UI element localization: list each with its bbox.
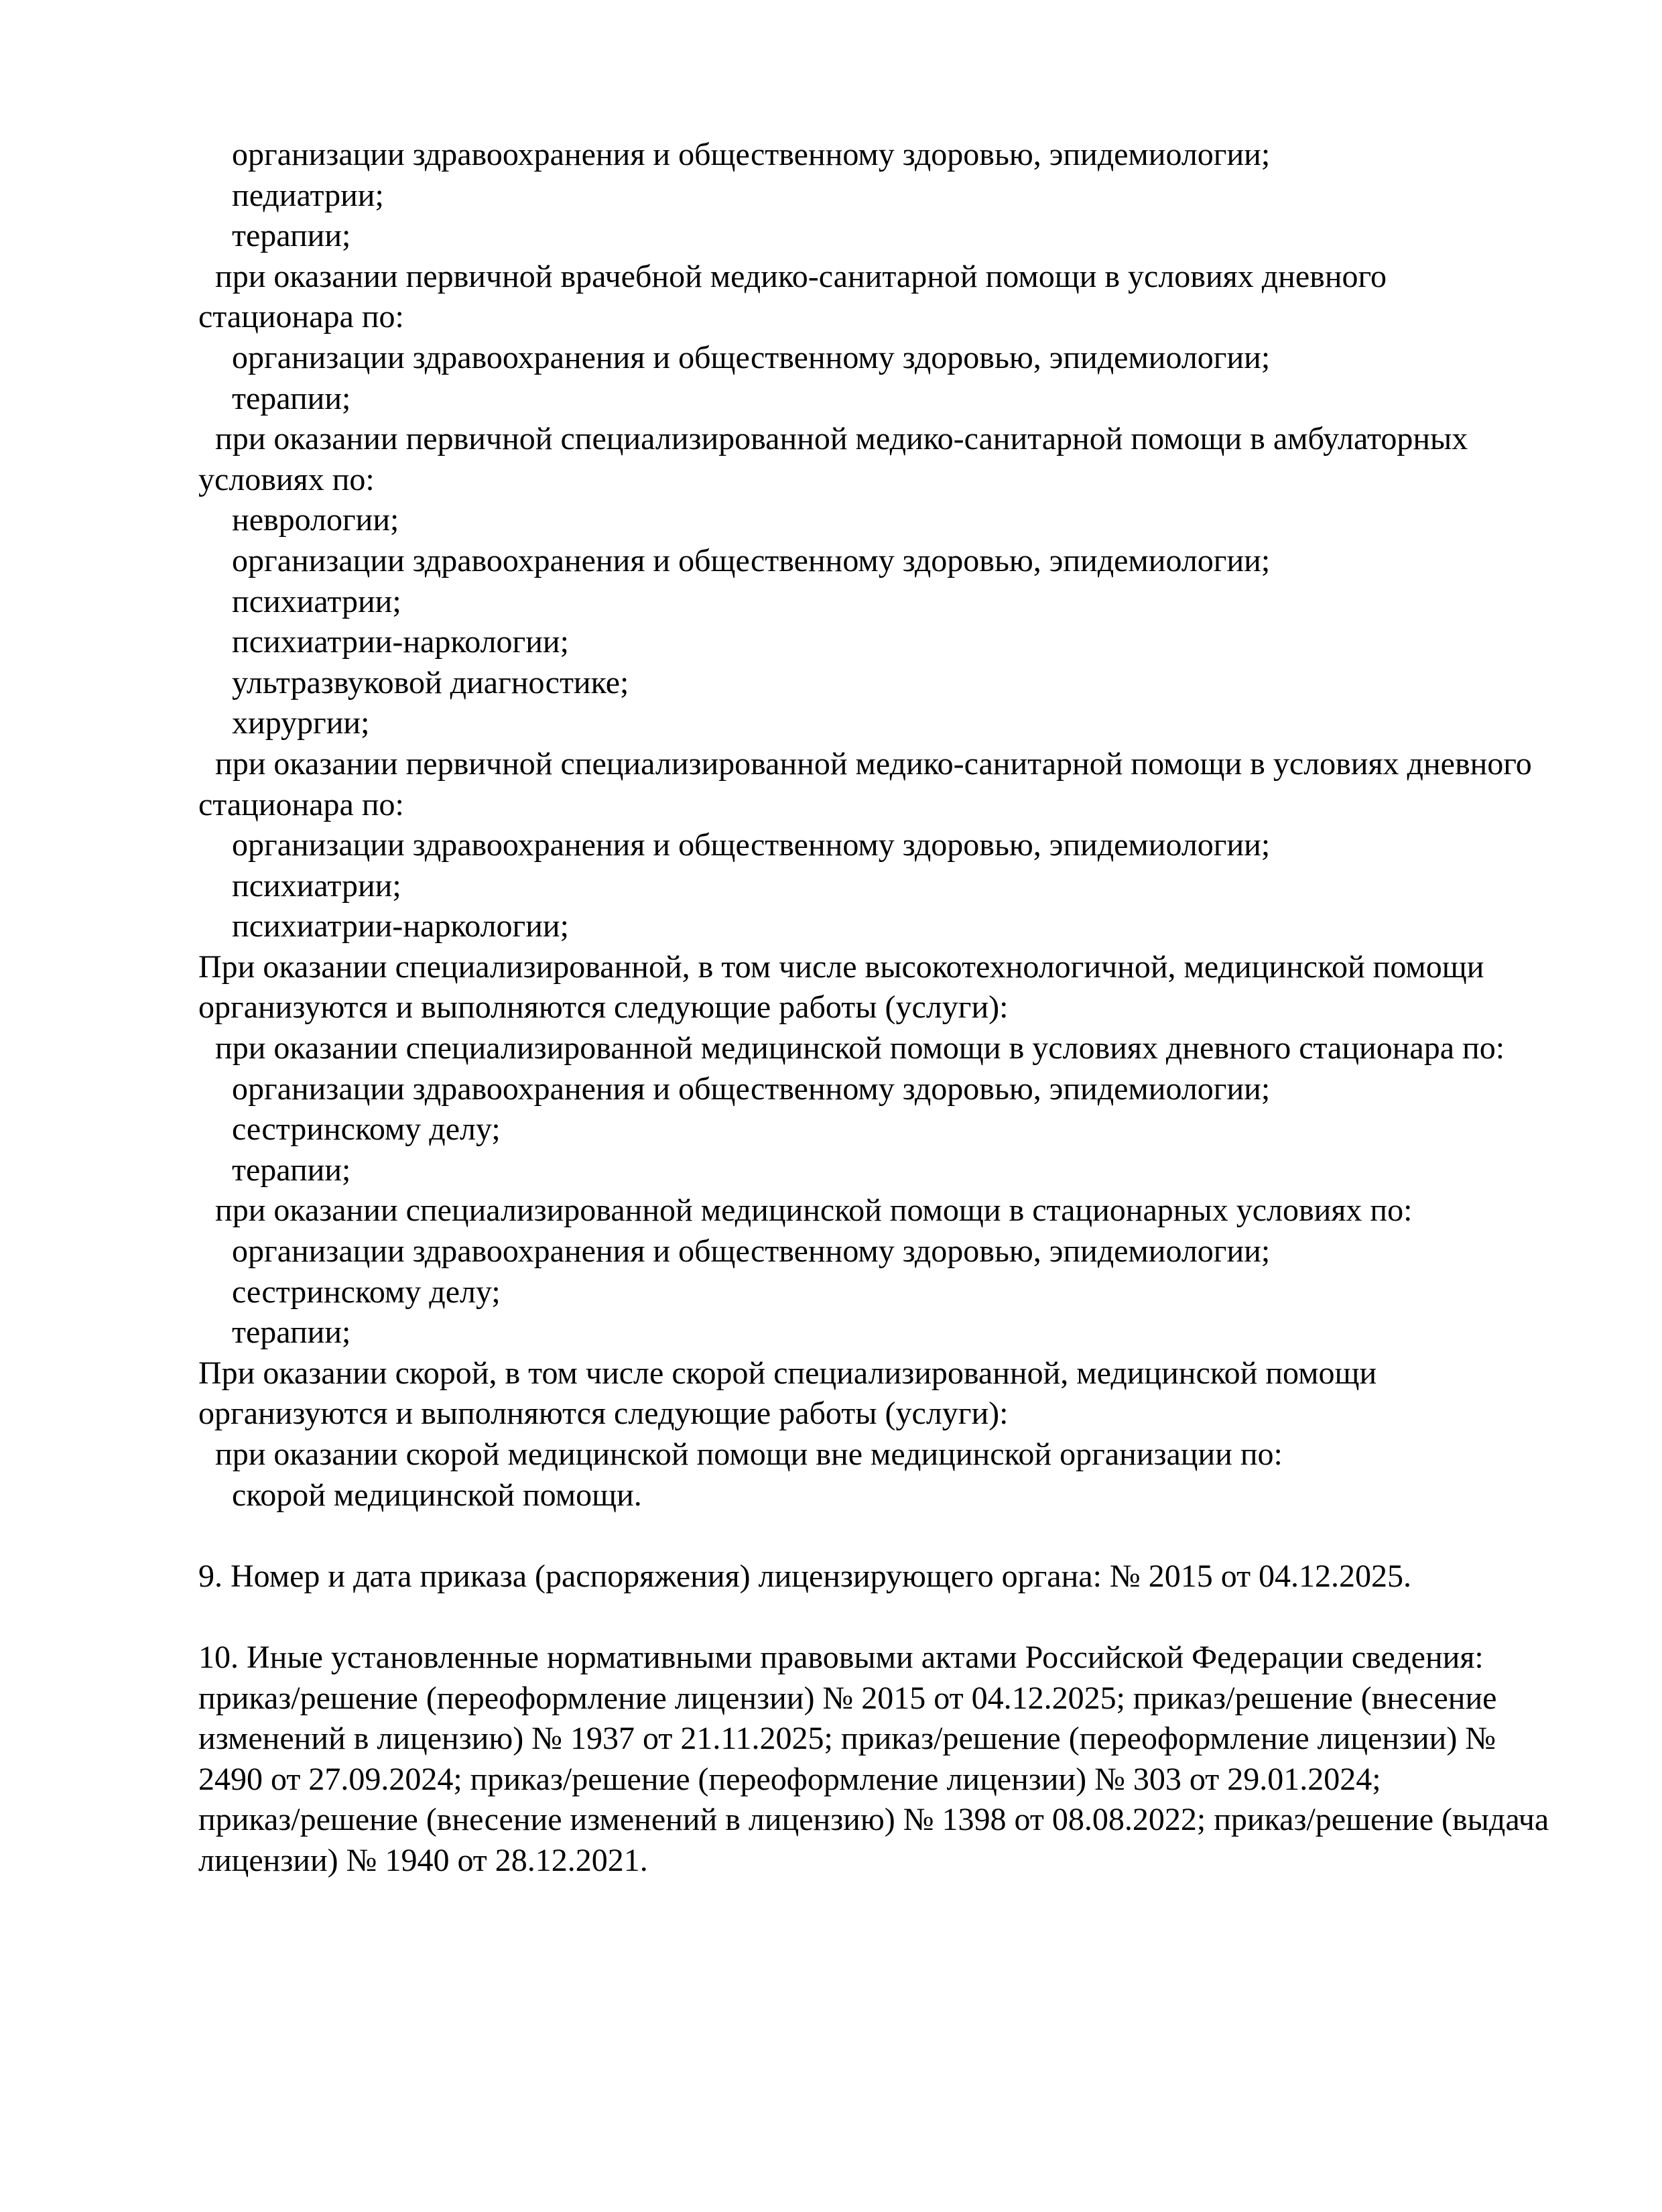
- text-line: условиях по:: [198, 461, 375, 497]
- text-line: приказ/решение (внесение изменений в лицензию) № 1398 от 08.08.2022; приказ/решение (выдача: [198, 1802, 1549, 1838]
- text-line: При оказании специализированной, в том числе высокотехнологичной, медицинской помощи: [198, 948, 1484, 985]
- text-line: изменений в лицензию) № 1937 от 21.11.2025; приказ/решение (переоформление лицензии) №: [198, 1721, 1496, 1757]
- text-line: организации здравоохранения и общественному здоровью, эпидемиологии;: [232, 827, 1271, 863]
- text-line: организуются и выполняются следующие работы (услуги):: [198, 989, 1009, 1026]
- text-line: психиатрии;: [232, 583, 401, 619]
- text-line: психиатрии-наркологии;: [232, 624, 569, 660]
- text-line: организуются и выполняются следующие работы (услуги):: [198, 1396, 1009, 1432]
- text-line: при оказании скорой медицинской помощи вне медицинской организации по:: [215, 1436, 1283, 1472]
- text-line: терапии;: [232, 218, 351, 254]
- text-line: стационара по:: [198, 786, 404, 822]
- text-line: организации здравоохранения и общественному здоровью, эпидемиологии;: [232, 542, 1271, 578]
- text-line: при оказании специализированной медицинской помощи в стационарных условиях по:: [215, 1192, 1413, 1229]
- text-line: лицензии) № 1940 от 28.12.2021.: [198, 1842, 648, 1878]
- text-line: терапии;: [232, 1152, 351, 1188]
- text-line: организации здравоохранения и общественному здоровью, эпидемиологии;: [232, 1070, 1271, 1107]
- text-line: сестринскому делу;: [232, 1111, 501, 1148]
- blank-line: [198, 1597, 1626, 1638]
- text-line: терапии;: [232, 380, 351, 416]
- clause-10-line: 10. Иные установленные нормативными правовыми актами Российской Федерации сведения:: [198, 1639, 1484, 1675]
- document-page: [198, 135, 1626, 1882]
- text-line: неврологии;: [232, 502, 399, 538]
- text-line: терапии;: [232, 1314, 351, 1351]
- blank-line: [198, 1516, 1626, 1556]
- text-line: при оказании первичной специализированной медико-санитарной помощи в амбулаторных: [215, 421, 1468, 457]
- text-line: психиатрии-наркологии;: [232, 908, 569, 944]
- text-line: При оказании скорой, в том числе скорой специализированной, медицинской помощи: [198, 1355, 1377, 1391]
- text-line: организации здравоохранения и общественному здоровью, эпидемиологии;: [232, 137, 1271, 172]
- text-line: организации здравоохранения и общественному здоровью, эпидемиологии;: [232, 1233, 1271, 1270]
- text-line: педиатрии;: [232, 177, 384, 213]
- clause-9-line: 9. Номер и дата приказа (распоряжения) лицензирующего органа: № 2015 от 04.12.2025.: [198, 1558, 1412, 1594]
- text-line: 2490 от 27.09.2024; приказ/решение (переоформление лицензии) № 303 от 29.01.2024;: [198, 1761, 1381, 1797]
- text-line: стационара по:: [198, 299, 404, 335]
- text-line: скорой медицинской помощи.: [232, 1477, 642, 1513]
- text-line: приказ/решение (переоформление лицензии) № 2015 от 04.12.2025; приказ/решение (внесение: [198, 1680, 1497, 1716]
- text-line: при оказании первичной специализированной медико-санитарной помощи в условиях дневного: [215, 745, 1532, 782]
- text-line: при оказании первичной врачебной медико-санитарной помощи в условиях дневного: [215, 258, 1387, 294]
- text-line: организации здравоохранения и общественному здоровью, эпидемиологии;: [232, 339, 1271, 375]
- text-line: хирургии;: [232, 705, 370, 741]
- text-line: психиатрии;: [232, 867, 401, 904]
- text-line: при оказании специализированной медицинской помощи в условиях дневного стационара по:: [215, 1030, 1505, 1066]
- text-line: сестринскому делу;: [232, 1274, 501, 1310]
- text-line: ультразвуковой диагностике;: [232, 664, 629, 700]
